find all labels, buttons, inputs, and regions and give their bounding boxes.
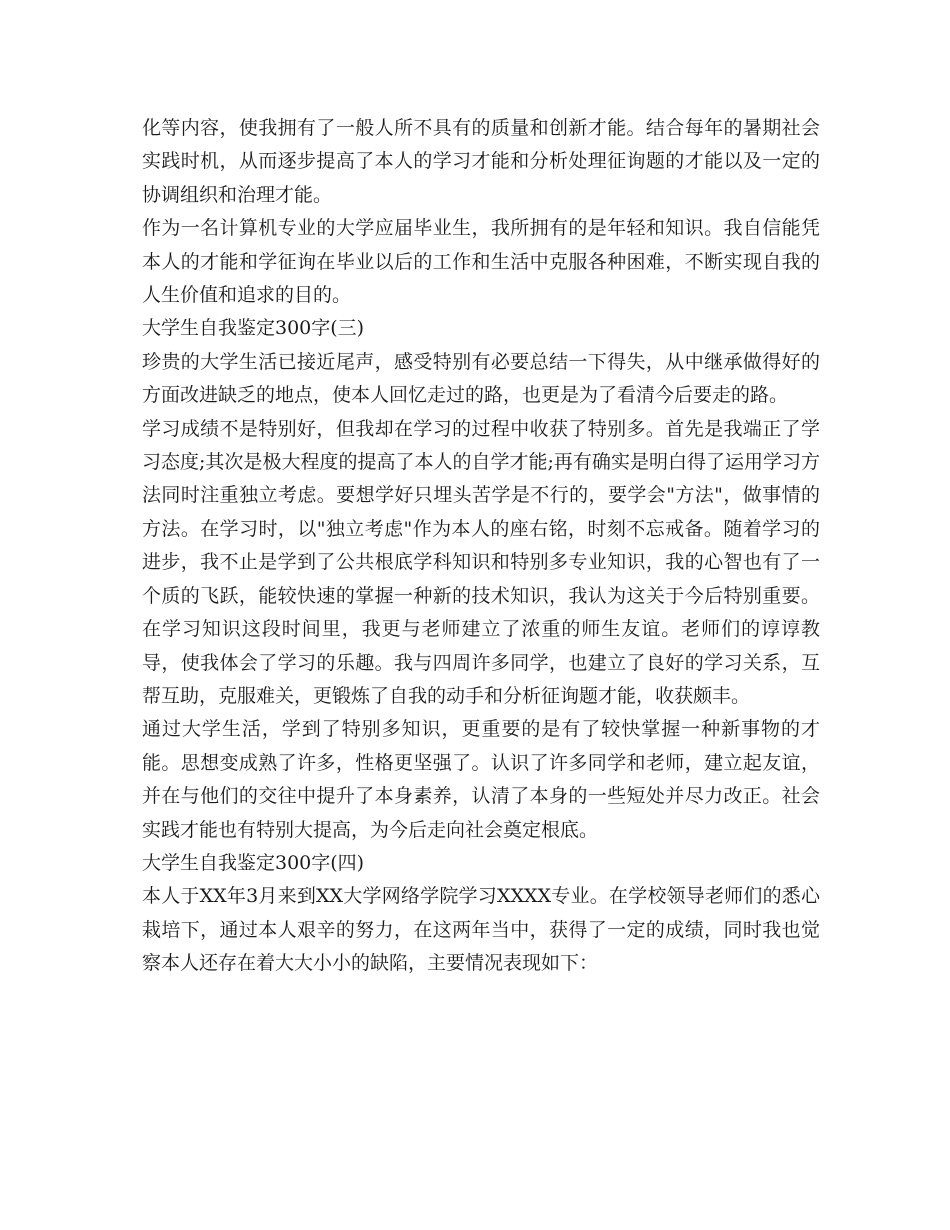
paragraph-introduction: 本人于XX年3月来到XX大学网络学院学习XXXX专业。在学校领导老师们的悉心栽培下，通过本人艰辛的努力，在这两年当中，获得了一定的成绩，同时我也觉察本人还存在着大大小小的缺陷，主要情况表现如下： (142, 885, 820, 975)
paragraph-study: 学习成绩不是特别好，但我却在学习的过程中收获了特别多。首先是我端正了学习态度;其次是极大程度的提高了本人的自学才能;再有确实是明白得了运用学习方法同时注重独立考虑。要想学好只埋头苦学是不行的，要学会"方法"，做事情的方法。在学习时，以"独立考虑"作为本人的座右铭，时刻不忘戒备。随着学习的进步，我不止是学到了公共根底学科知识和特别多专业知识，我的心智也有了一个质的飞跃，能较快速的掌握一种新的技术知识，我认为这关于今后特别重要。在学习知识这段时间里，我更与老师建立了浓重的师生友谊。老师们的谆谆教导，使我体会了学习的乐趣。我与四周许多同学，也建立了良好的学习关系，互帮互助，克服难关，更锻炼了自我的动手和分析征询题才能，收获颇丰。 (142, 417, 820, 707)
paragraph-summary: 珍贵的大学生活已接近尾声，感受特别有必要总结一下得失，从中继承做得好的方面改进缺乏的地点，使本人回忆走过的路，也更是为了看清今后要走的路。 (142, 350, 820, 407)
paragraph-graduate: 作为一名计算机专业的大学应届毕业生，我所拥有的是年轻和知识。我自信能凭本人的才能和学征询在毕业以后的工作和生活中克服各种困难，不断实现自我的人生价值和追求的目的。 (142, 217, 820, 307)
paragraph-university-life: 通过大学生活，学到了特别多知识，更重要的是有了较快掌握一种新事物的才能。思想变成熟了许多，性格更坚强了。认识了许多同学和老师，建立起友谊，并在与他们的交往中提升了本身素养，认清了本身的一些短处并尽力改正。社会实践才能也有特别大提高，为今后走向社会奠定根底。 (142, 718, 820, 841)
section-heading-three: 大学生自我鉴定300字(三) (142, 317, 365, 340)
document-body (142, 112, 820, 981)
section-heading-four: 大学生自我鉴定300字(四) (142, 851, 365, 874)
paragraph-continuation: 化等内容，使我拥有了一般人所不具有的质量和创新才能。结合每年的暑期社会实践时机，从而逐步提高了本人的学习才能和分析处理征询题的才能以及一定的协调组织和治理才能。 (142, 117, 820, 206)
